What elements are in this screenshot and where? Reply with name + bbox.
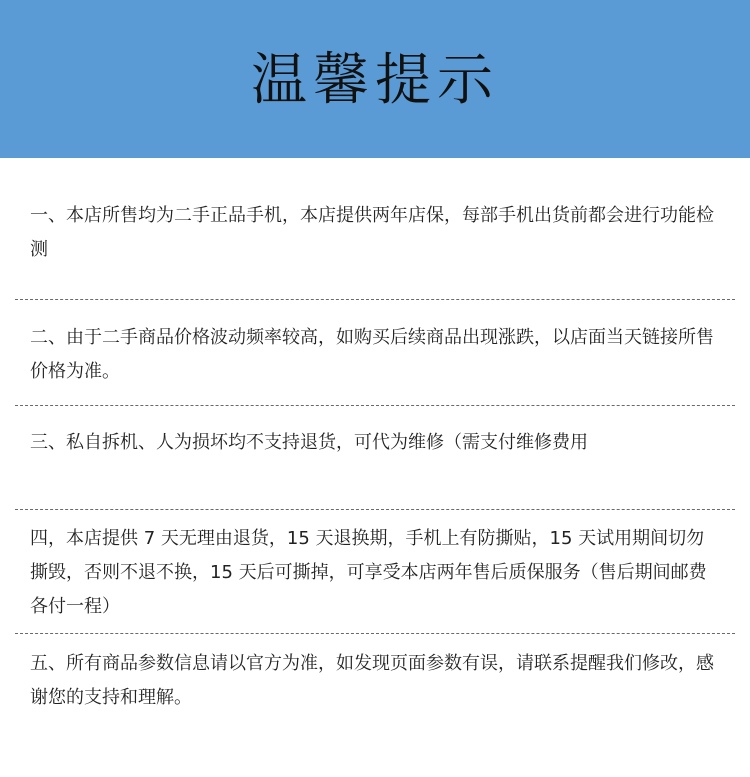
notice-item-4: 四，本店提供 7 天无理由退货，15 天退换期，手机上有防撕贴，15 天试用期间切勿撕毁，否则不退不换，15 天后可撕掉，可享受本店两年售后质保服务（售后期间邮费各付一程）	[30, 528, 707, 617]
page-title: 温馨提示	[251, 48, 499, 113]
dashed-divider	[15, 633, 735, 634]
notice-item-2: 二、由于二手商品价格波动频率较高，如购买后续商品出现涨跌，以店面当天链接所售价格为准。	[30, 327, 714, 382]
dashed-divider	[15, 299, 735, 300]
notice-item-5: 五、所有商品参数信息请以官方为准，如发现页面参数有误，请联系提醒我们修改，感谢您的支持和理解。	[30, 653, 714, 708]
dashed-divider	[15, 509, 735, 510]
header-banner	[0, 0, 750, 158]
notice-item-1: 一、本店所售均为二手正品手机，本店提供两年店保，每部手机出货前都会进行功能检测	[30, 205, 714, 260]
dashed-divider	[15, 405, 735, 406]
notice-item-3: 三、私自拆机、人为损坏均不支持退货，可代为维修（需支付维修费用	[30, 432, 588, 453]
